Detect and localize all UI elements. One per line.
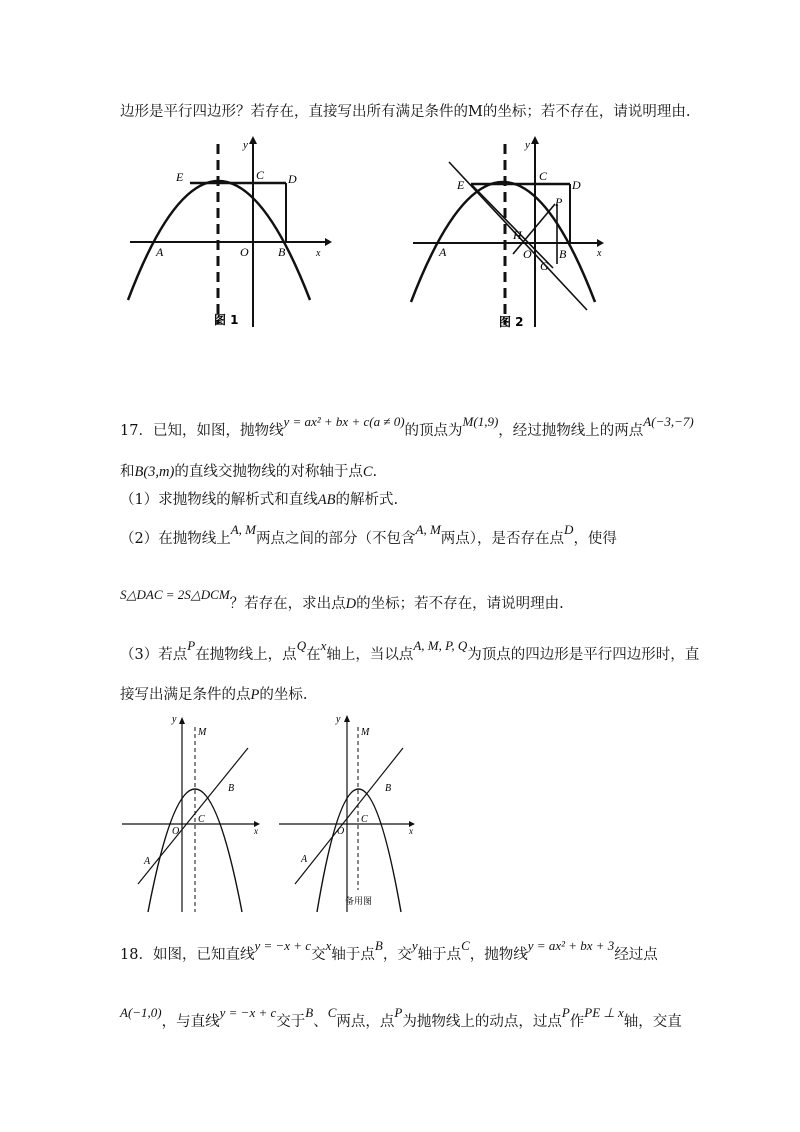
q18-point-c: C — [327, 1005, 337, 1020]
q17-text: 的顶点为 — [404, 423, 463, 439]
q18-text: 18．如图，已知直线 — [120, 947, 255, 963]
q17-line-ab: AB — [317, 492, 336, 508]
q17-vertex: M(1,9) — [462, 414, 499, 429]
q17-points-am: A, M — [230, 522, 257, 537]
q18-text: 轴，交直 — [623, 1014, 682, 1030]
fig2-label-E: E — [457, 178, 465, 192]
q17-text: 接写出满足条件的点 — [120, 687, 251, 703]
q18-point-b: B — [305, 1005, 314, 1020]
fig1-label-A: A — [156, 245, 164, 259]
fig2-label-C: C — [539, 169, 548, 183]
fig2-label-B: B — [559, 247, 567, 261]
q17-text: ，经过抛物线上的两点 — [498, 423, 644, 439]
q17-text: 的坐标. — [259, 687, 308, 703]
q18-text: 两点，点 — [336, 1014, 395, 1030]
q18-line-eq: y = −x + c — [219, 1005, 277, 1020]
q17-text: 为顶点的四边形是平行四边形时，直 — [467, 647, 700, 663]
fig3-label-O: O — [172, 826, 180, 837]
fig2-label-G: G — [540, 259, 549, 273]
q18-point-p: P — [561, 1005, 570, 1020]
q17-text: （3）若点 — [120, 647, 188, 663]
fig1-label-x: x — [316, 248, 321, 259]
q17-text: 在抛物线上，点 — [195, 647, 297, 663]
q17-text: 和 — [120, 464, 135, 480]
q17-text: ？若存在，求出点 — [229, 596, 346, 612]
q17-text: . — [372, 464, 378, 480]
fig2-label-H: H — [513, 228, 522, 242]
q17-sub2 — [120, 522, 617, 548]
q17-text: ，使得 — [573, 531, 617, 547]
fig4-caption: 备用图 — [345, 897, 373, 907]
fig4-label-C: C — [361, 814, 368, 825]
fig1-label-D: D — [288, 172, 297, 186]
q18-parabola-eq: y = ax² + bx + 3 — [527, 938, 615, 953]
q17-line1 — [120, 414, 694, 440]
q18-point-p: P — [394, 1005, 403, 1020]
q17-text: 的坐标；若不存在，请说明理由. — [356, 596, 564, 612]
q17-points-ampq: A, M, P, Q — [413, 638, 468, 653]
fig2-label-y: y — [525, 139, 530, 151]
fig1-label-O: O — [240, 245, 249, 259]
fig4-label-B: B — [385, 783, 392, 794]
fig4-label-x: x — [409, 826, 413, 836]
q17-text: （2）在抛物线上 — [120, 531, 231, 547]
q17-area-condition: S△DAC = 2S△DCM — [120, 587, 230, 602]
q17-sub2-cont — [120, 587, 564, 613]
q17-text: 两点），是否存在点 — [440, 531, 565, 547]
fig4-label-A: A — [301, 854, 308, 865]
fig2-label-P: P — [555, 195, 563, 209]
q18-text: ，交 — [382, 947, 412, 963]
fig1-label-E: E — [176, 170, 184, 184]
fig3-label-x: x — [254, 826, 258, 836]
fig3-label-M: M — [198, 727, 207, 738]
q17-point-d: D — [345, 596, 357, 612]
fig3-label-y: y — [172, 714, 177, 725]
fig1-label-B: B — [278, 245, 286, 259]
fig2-caption: 图 2 — [499, 315, 524, 329]
q17-sub3 — [120, 638, 700, 664]
q17-point-b: B(3,m) — [134, 464, 175, 480]
figure-1 — [120, 132, 340, 337]
q18-line-eq: y = −x + c — [254, 938, 312, 953]
fig1-label-C: C — [256, 168, 265, 182]
q18-text: ，与直线 — [161, 1014, 220, 1030]
q18-text: 轴于点 — [331, 947, 375, 963]
q17-parabola-eq: y = ax² + bx + c(a ≠ 0) — [283, 414, 405, 429]
fig4-label-M: M — [361, 727, 370, 738]
figure-2 — [405, 132, 610, 337]
q17-sub1 — [120, 488, 398, 509]
q17-point-c: C — [362, 464, 373, 480]
q17-sub3-cont — [120, 683, 307, 704]
fig1-caption: 图 1 — [214, 313, 239, 327]
q16-tail-text: 边形是平行四边形？若存在，直接写出所有满足条件的M的坐标；若不存在，请说明理由. — [120, 104, 691, 120]
fig1-label-y: y — [243, 139, 248, 151]
fig3-label-B: B — [228, 783, 235, 794]
figure-3 — [118, 712, 268, 917]
q18-text: ，抛物线 — [469, 947, 528, 963]
q18-line2 — [120, 1005, 682, 1031]
q17-text: （1）求抛物线的解析式和直线 — [120, 492, 318, 508]
q17-point-p: P — [187, 638, 196, 653]
q17-point-p: P — [250, 687, 260, 703]
q18-point-c: C — [461, 938, 470, 953]
q17-text: 两点之间的部分（不包含 — [256, 531, 416, 547]
q17-x: x — [320, 638, 327, 653]
fig2-label-D: D — [572, 178, 581, 192]
q18-perp: PE ⊥ x — [584, 1005, 624, 1020]
q17-text: 轴上，当以点 — [326, 647, 414, 663]
q17-point-a: A(−3,−7) — [643, 414, 694, 429]
q17-point-d: D — [564, 522, 574, 537]
q18-line1 — [120, 938, 658, 964]
fig3-label-A: A — [144, 856, 151, 867]
fig4-label-O: O — [337, 826, 345, 837]
q18-point-b: B — [374, 938, 383, 953]
q17-text: 的解析式. — [335, 492, 399, 508]
q18-point-a: A(−1,0) — [120, 1005, 162, 1020]
q17-text: 17．已知，如图，抛物线 — [120, 423, 284, 439]
q18-text: 、 — [313, 1014, 328, 1030]
q17-points-am: A, M — [415, 522, 441, 537]
fig2-label-A: A — [439, 245, 447, 259]
q18-text: 作 — [569, 1014, 585, 1030]
fig3-label-C: C — [198, 814, 205, 825]
q18-text: 交于 — [276, 1014, 306, 1030]
q18-y: y — [411, 938, 418, 953]
q17-line2 — [120, 460, 377, 481]
fig2-label-O: O — [523, 247, 532, 261]
q17-text: 在 — [306, 647, 321, 663]
q18-text: 轴于点 — [417, 947, 462, 963]
q17-text: 的直线交抛物线的对称轴于点 — [174, 464, 363, 480]
fig4-label-y: y — [336, 714, 341, 725]
q18-text: 交 — [311, 947, 326, 963]
figure-4-spare — [275, 712, 425, 917]
fig2-label-x: x — [597, 248, 602, 259]
q17-point-q: Q — [296, 638, 307, 653]
q18-x: x — [325, 938, 332, 953]
q18-text: 为抛物线上的动点，过点 — [402, 1014, 562, 1030]
q18-text: 经过点 — [614, 947, 658, 963]
